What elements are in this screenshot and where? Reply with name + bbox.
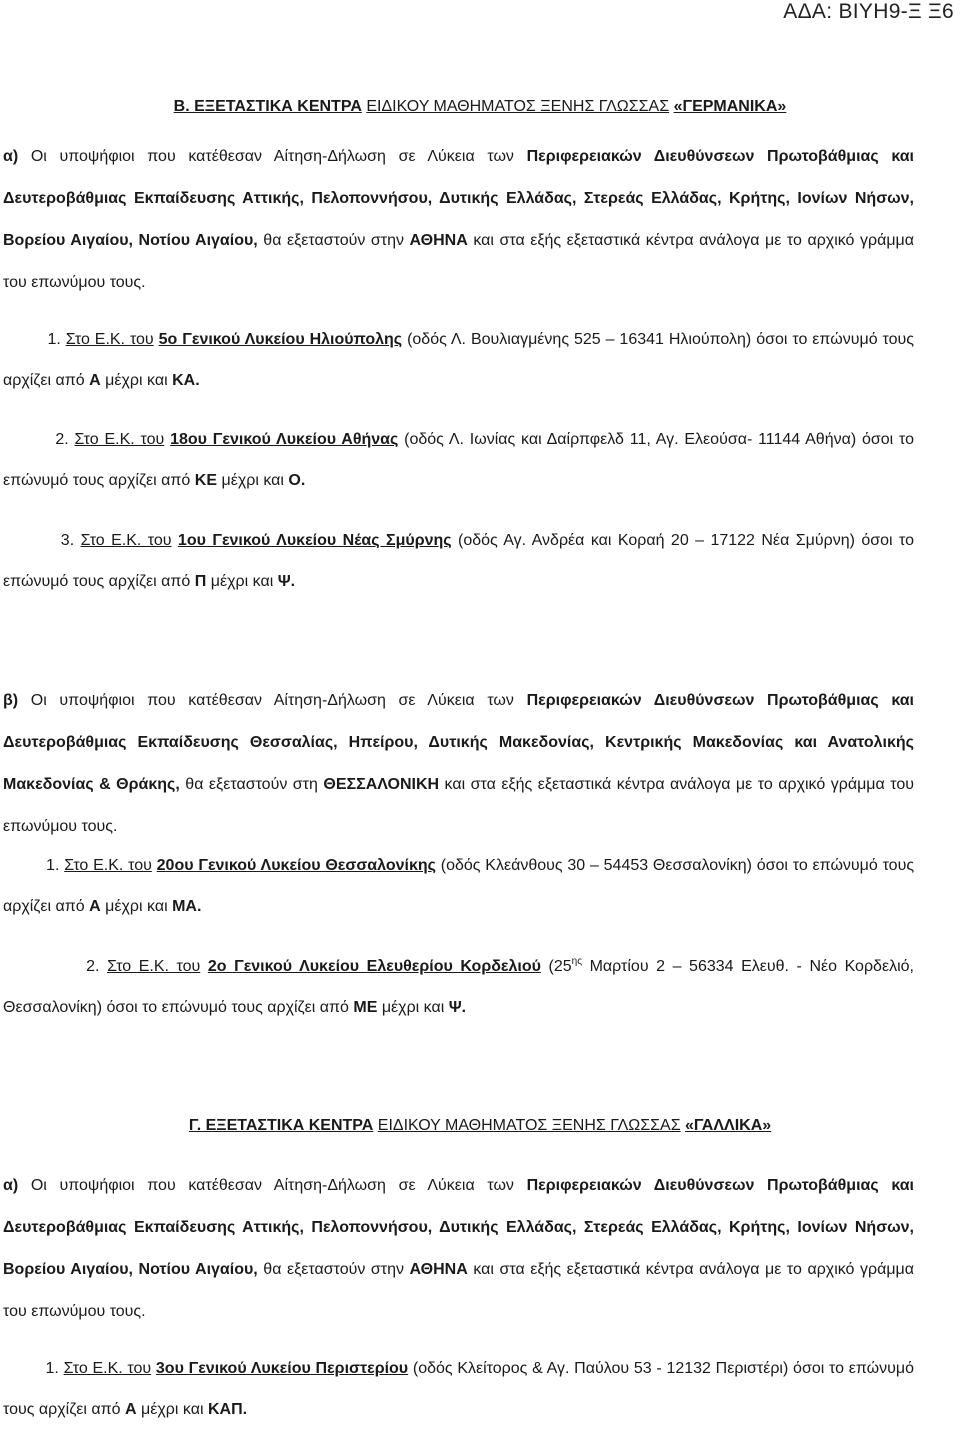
paragraph-regions: Περιφερειακών Διευθύνσεων Πρωτοβάθμιας και Δευτεροβάθμιας Εκπαίδευσης Αττικής, Πελοποννήσου, Δυτικής Ελλάδας, Στερεάς Ελλάδας, Κρήτης, Ιονίων Νήσων, Βορείου Αιγαίου, Νοτίου Αιγαίου, [3, 1177, 914, 1278]
ada-code: ΑΔΑ: ΒΙΥΗ9-Ξ Ξ6 [783, 0, 954, 23]
paragraph-city: ΑΘΗΝΑ [409, 1261, 468, 1278]
item-school: 1ου Γενικού Λυκείου Νέας Σμύρνης [177, 532, 452, 549]
paragraph-text: Οι υποψήφιοι που κατέθεσαν Αίτηση-Δήλωση σε Λύκεια των [30, 1177, 514, 1194]
exam-center-item [3, 1348, 914, 1430]
section-c-a-paragraph [3, 1165, 914, 1333]
item-school: 3ου Γενικού Λυκείου Περιστερίου [155, 1360, 409, 1377]
item-mid: μέχρι και [141, 1401, 204, 1418]
item-number: 3. [60, 532, 75, 549]
item-address: (οδός Λ. Βουλιαγμένης 525 – 16341 Ηλιούπολη) όσοι το επώνυμό τους αρχίζει από [3, 331, 914, 389]
paragraph-label: α) [3, 148, 19, 165]
item-school: 20ου Γενικού Λυκείου Θεσσαλονίκης [156, 857, 436, 874]
item-address-sup: ης [571, 956, 583, 967]
item-ek: Στο Ε.Κ. του [63, 1360, 152, 1377]
section-c-title [0, 1115, 960, 1137]
item-from: Α [125, 1401, 137, 1418]
item-mid: μέχρι και [105, 372, 168, 389]
item-address-pre: (25 [548, 958, 572, 975]
item-from: ΚΕ [194, 472, 218, 489]
paragraph-text: και στα εξής εξεταστικά κέντρα ανάλογα με το αρχικό γράμμα του επωνύμου τους. [3, 776, 914, 835]
item-address: (οδός Κλεάνθους 30 – 54453 Θεσσαλονίκη) όσοι το επώνυμό τους αρχίζει από [3, 857, 915, 915]
paragraph-city: ΘΕΣΣΑΛΟΝΙΚΗ [323, 776, 440, 793]
item-from: ΜΕ [353, 999, 378, 1016]
section-b-b-paragraph [3, 680, 914, 848]
item-to: Ψ. [277, 573, 296, 590]
item-number: 1. [46, 857, 60, 874]
paragraph-label: β) [3, 692, 19, 709]
item-from: Α [89, 372, 101, 389]
item-to: ΜΑ. [172, 898, 202, 915]
paragraph-text: Οι υποψήφιοι που κατέθεσαν Αίτηση-Δήλωση σε Λύκεια των [30, 692, 514, 709]
item-address: (οδός Αγ. Ανδρέα και Κοραή 20 – 17122 Νέα Σμύρνη) όσοι το επώνυμό τους αρχίζει από [3, 532, 914, 590]
item-address: Μαρτίου 2 – 56334 Ελευθ. - Νέο Κορδελιό, Θεσσαλονίκη) όσοι το επώνυμό τους αρχίζει από [3, 958, 914, 1016]
item-ek: Στο Ε.Κ. του [65, 331, 154, 348]
paragraph-text: θα εξεταστούν στην [263, 232, 404, 249]
exam-center-item [3, 946, 914, 1028]
section-b-a-paragraph [3, 136, 914, 304]
item-ek: Στο Ε.Κ. του [64, 857, 152, 874]
paragraph-label: α) [3, 1177, 19, 1194]
exam-center-item [3, 319, 914, 401]
item-school: 2ο Γενικού Λυκείου Ελευθερίου Κορδελιού [207, 958, 541, 975]
section-b-title-prefix: Β. ΕΞΕΤΑΣΤΙΚΑ ΚΕΝΤΡΑ [173, 98, 362, 115]
item-number: 1. [47, 331, 61, 348]
paragraph-regions: Περιφερειακών Διευθύνσεων Πρωτοβάθμιας και Δευτεροβάθμιας Εκπαίδευσης Αττικής, Πελοποννήσου, Δυτικής Ελλάδας, Στερεάς Ελλάδας, Κρήτης, Ιονίων Νήσων, Βορείου Αιγαίου, Νοτίου Αιγαίου, [3, 148, 914, 249]
paragraph-text: και στα εξής εξεταστικά κέντρα ανάλογα με το αρχικό γράμμα του επωνύμου τους. [3, 1261, 915, 1320]
item-ek: Στο Ε.Κ. του [74, 431, 165, 448]
item-ek: Στο Ε.Κ. του [80, 532, 172, 549]
section-b-title [0, 96, 960, 118]
paragraph-regions: Περιφερειακών Διευθύνσεων Πρωτοβάθμιας και Δευτεροβάθμιας Εκπαίδευσης Θεσσαλίας, Ηπείρου, Δυτικής Μακεδονίας, Κεντρικής Μακεδονίας και Ανατολικής Μακεδονίας & Θράκης, [3, 692, 915, 793]
section-b-title-lang: «ΓΕΡΜΑΝΙΚΑ» [673, 98, 787, 115]
section-c-title-lang: «ΓΑΛΛΙΚΑ» [685, 1117, 772, 1134]
paragraph-text: θα εξεταστούν στην [263, 1261, 404, 1278]
item-school: 5ο Γενικού Λυκείου Ηλιούπολης [158, 331, 403, 348]
section-c-title-middle: ΕΙΔΙΚΟΥ ΜΑΘΗΜΑΤΟΣ ΞΕΝΗΣ ΓΛΩΣΣΑΣ [377, 1117, 681, 1134]
item-to: ΚΑΠ. [207, 1401, 248, 1418]
item-number: 1. [45, 1360, 59, 1377]
item-to: Ψ. [448, 999, 467, 1016]
exam-center-item [3, 845, 914, 927]
item-to: Ο. [288, 472, 306, 489]
item-number: 2. [86, 958, 100, 975]
item-from: Π [194, 573, 207, 590]
exam-center-item [3, 419, 914, 501]
paragraph-text: Οι υποψήφιοι που κατέθεσαν Αίτηση-Δήλωση σε Λύκεια των [30, 148, 514, 165]
item-from: Α [89, 898, 101, 915]
item-mid: μέχρι και [221, 472, 284, 489]
item-to: ΚΑ. [172, 372, 200, 389]
paragraph-text: και στα εξής εξεταστικά κέντρα ανάλογα με το αρχικό γράμμα του επωνύμου τους. [3, 232, 915, 291]
item-mid: μέχρι και [210, 573, 274, 590]
item-address: (οδός Κλείτορος & Αγ. Παύλου 53 - 12132 Περιστέρι) όσοι το επώνυμό τους αρχίζει από [3, 1360, 915, 1418]
item-number: 2. [55, 431, 69, 448]
item-school: 18ου Γενικού Λυκείου Αθήνας [170, 431, 399, 448]
section-b-title-middle: ΕΙΔΙΚΟΥ ΜΑΘΗΜΑΤΟΣ ΞΕΝΗΣ ΓΛΩΣΣΑΣ [366, 98, 670, 115]
item-mid: μέχρι και [381, 999, 445, 1016]
section-c-title-prefix: Γ. ΕΞΕΤΑΣΤΙΚΑ ΚΕΝΤΡΑ [188, 1117, 374, 1134]
item-mid: μέχρι και [105, 898, 168, 915]
item-address: (οδός Λ. Ιωνίας και Δαίρπφελδ 11, Αγ. Ελεούσα- 11144 Αθήνα) όσοι το επώνυμό τους αρχίζει από [3, 431, 915, 489]
paragraph-text: θα εξεταστούν στη [185, 776, 318, 793]
item-ek: Στο Ε.Κ. του [107, 958, 201, 975]
exam-center-item [3, 520, 914, 602]
paragraph-city: ΑΘΗΝΑ [409, 232, 468, 249]
